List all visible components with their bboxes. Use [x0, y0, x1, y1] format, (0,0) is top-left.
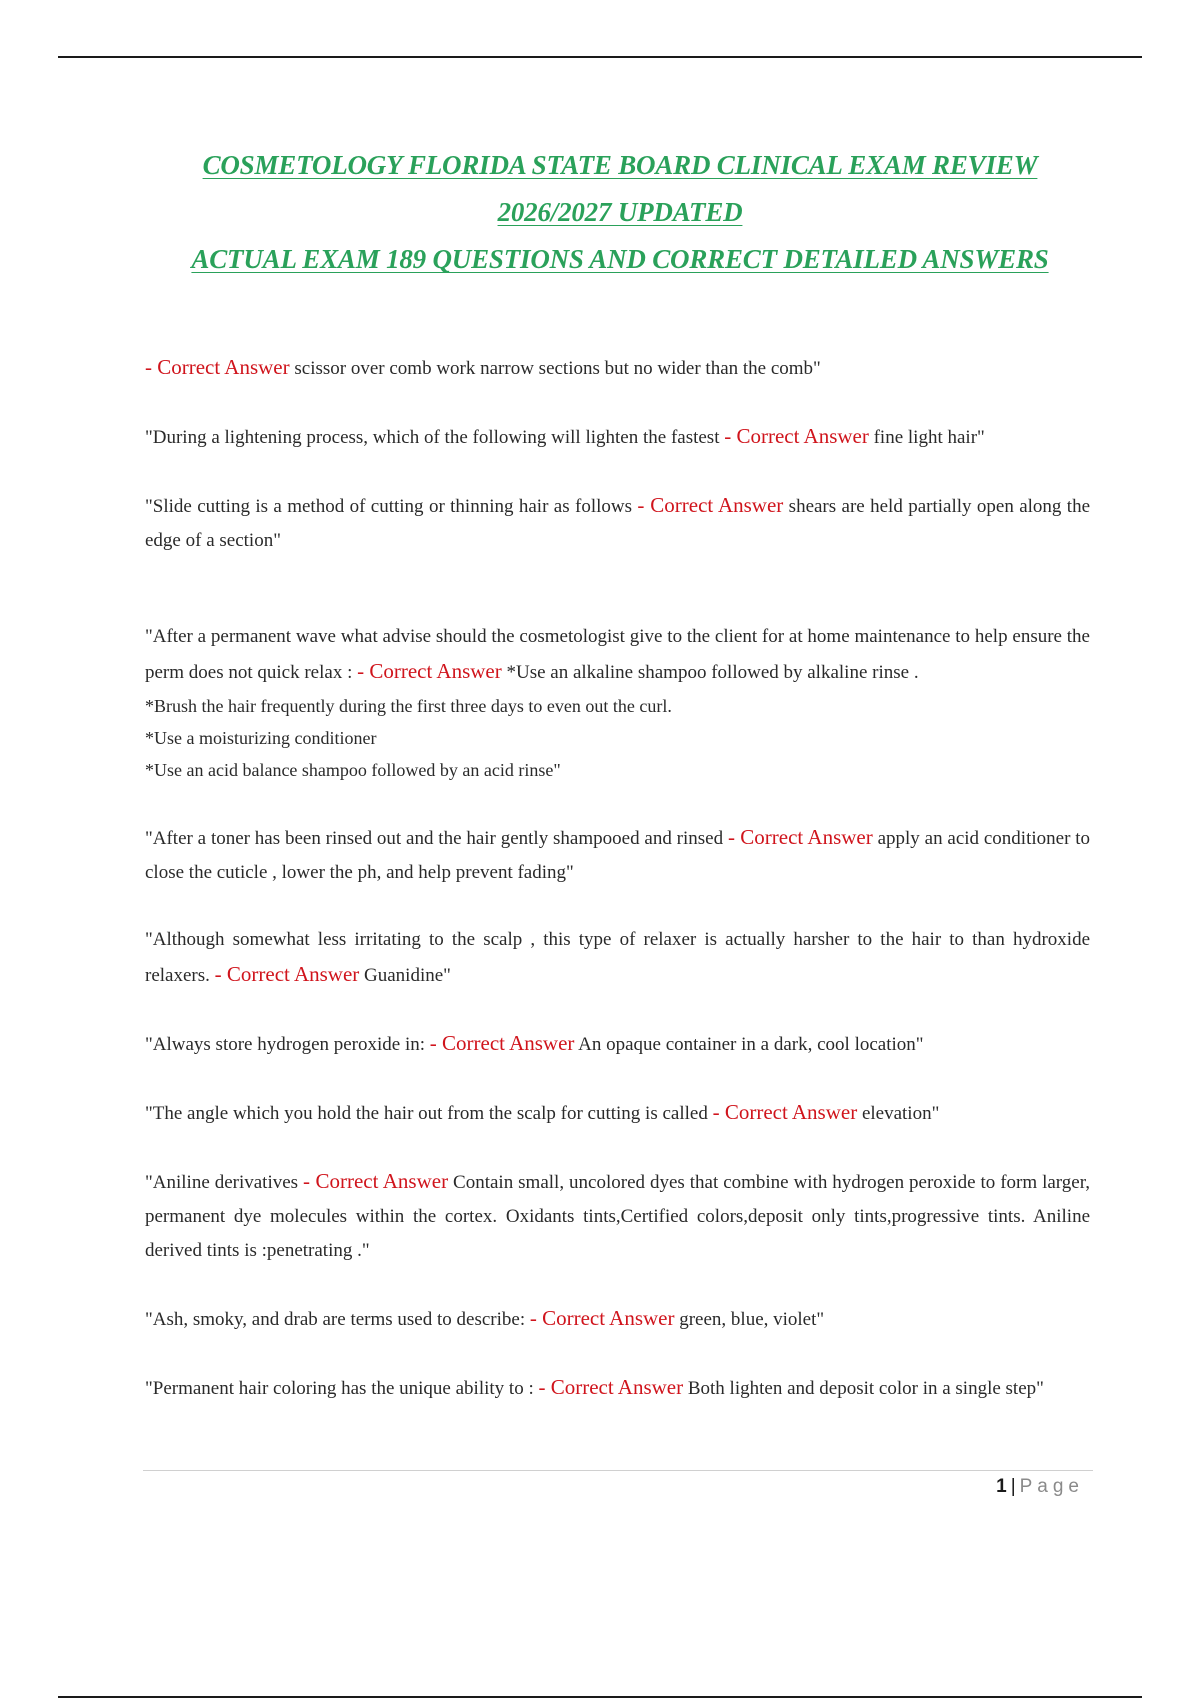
title-line-3: ACTUAL EXAM 189 QUESTIONS AND CORRECT DETAILED ANSWERS: [191, 244, 1049, 274]
answer-bullet: *Brush the hair frequently during the first three days to even out the curl.: [145, 696, 672, 716]
qa-item: [145, 350, 1090, 386]
correct-answer-label: - Correct Answer: [357, 659, 502, 683]
answer-text: scissor over comb work narrow sections but no wider than the comb": [294, 358, 821, 379]
qa-item: [145, 923, 1090, 993]
qa-item: [145, 488, 1090, 558]
question-text: "Aniline derivatives: [145, 1172, 299, 1193]
page-word: Page: [1019, 1476, 1084, 1497]
correct-answer-label: - Correct Answer: [637, 493, 784, 517]
correct-answer-label: - Correct Answer: [712, 1100, 858, 1124]
answer-text: elevation": [861, 1103, 940, 1124]
answer-text: fine light hair": [873, 427, 985, 448]
answer-bullet: *Use a moisturizing conditioner: [145, 728, 377, 748]
question-text: "Always store hydrogen peroxide in:: [145, 1034, 426, 1055]
qa-item: [145, 1370, 1090, 1406]
correct-answer-label: - Correct Answer: [145, 355, 290, 379]
qa-item: [145, 1026, 1090, 1062]
question-text: "Slide cutting is a method of cutting or thinning hair as follows: [145, 496, 632, 517]
correct-answer-label: - Correct Answer: [538, 1375, 684, 1399]
question-text: "During a lightening process, which of the following will lighten the fastest: [145, 427, 720, 448]
qa-item: [145, 620, 1090, 786]
page-footer: [996, 1474, 1084, 1500]
footer-rule: [143, 1470, 1093, 1471]
answer-text: shears are held partially open along the edge of a section": [145, 496, 1091, 551]
footer-separator: |: [1010, 1476, 1016, 1497]
question-text: "The angle which you hold the hair out from the scalp for cutting is called: [145, 1103, 708, 1124]
bottom-rule: [58, 1696, 1142, 1698]
question-text: "Although somewhat less irritating to the scalp , this type of relaxer is actually harsher to the hair to than hydroxide relaxers.: [145, 929, 1090, 986]
answer-text: green, blue, violet": [679, 1309, 825, 1330]
correct-answer-label: - Correct Answer: [303, 1169, 449, 1193]
question-text: "After a permanent wave what advise should the cosmetologist give to the client for at home maintenance to help ensure the perm does not quick relax :: [145, 626, 1090, 683]
answer-text: Both lighten and deposit color in a single step": [687, 1378, 1044, 1399]
answer-text: apply an acid conditioner to close the cuticle , lower the ph, and help prevent fading": [145, 828, 1091, 883]
qa-item: [145, 1095, 1090, 1131]
answer-text: *Use an alkaline shampoo followed by alkaline rinse .: [506, 662, 919, 683]
question-text: "After a toner has been rinsed out and the hair gently shampooed and rinsed: [145, 828, 724, 849]
title-line-1: COSMETOLOGY FLORIDA STATE BOARD CLINICAL EXAM REVIEW: [202, 150, 1038, 180]
answer-text: Contain small, uncolored dyes that combine with hydrogen peroxide to form larger, permanent dye molecules within the cortex. Oxidants tints,Certified colors,deposit only tints,progressive tints. Aniline derived tints is :penetrating .": [145, 1172, 1091, 1261]
answer-text: Guanidine": [364, 965, 451, 986]
correct-answer-label: - Correct Answer: [724, 424, 869, 448]
qa-list: [145, 350, 1090, 1406]
correct-answer-label: - Correct Answer: [429, 1031, 575, 1055]
correct-answer-label: - Correct Answer: [529, 1306, 675, 1330]
top-rule: [58, 56, 1142, 58]
answer-bullet: *Use an acid balance shampoo followed by an acid rinse": [145, 760, 561, 780]
qa-item: [145, 820, 1090, 890]
qa-item: [145, 419, 1090, 455]
question-text: "Ash, smoky, and drab are terms used to describe:: [145, 1309, 526, 1330]
answer-text: An opaque container in a dark, cool location": [578, 1034, 924, 1055]
question-text: "Permanent hair coloring has the unique ability to :: [145, 1378, 534, 1399]
title-line-2: 2026/2027 UPDATED: [497, 197, 743, 227]
correct-answer-label: - Correct Answer: [214, 962, 360, 986]
correct-answer-label: - Correct Answer: [727, 825, 873, 849]
qa-item: [145, 1301, 1090, 1337]
document-title: [100, 142, 1140, 283]
qa-item: [145, 1164, 1090, 1268]
page-number: 1: [996, 1476, 1007, 1497]
